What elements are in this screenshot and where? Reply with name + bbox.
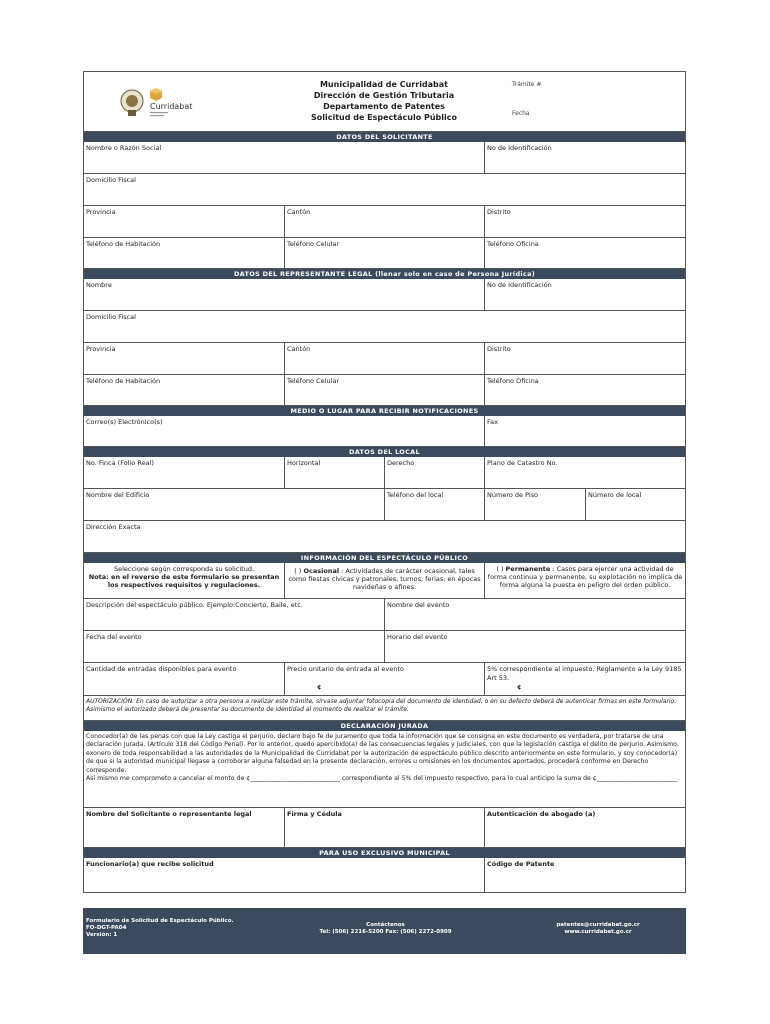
seleccione-cell [84, 563, 285, 598]
field-label: Fax [487, 418, 498, 426]
row [84, 599, 685, 631]
row [84, 489, 685, 521]
field-label: Código de Patente [487, 860, 555, 868]
field-label: Derecho [387, 459, 415, 467]
section-solicitante: DATOS DEL SOLICITANTE [84, 132, 685, 142]
row [84, 238, 685, 269]
num-local-field[interactable] [586, 489, 685, 520]
fecha-label: Fecha [512, 110, 530, 117]
field-label: Número de Piso [487, 491, 539, 499]
derecho-field[interactable] [385, 457, 485, 488]
field-label: Número de local [588, 491, 642, 499]
field-label: Dirección Exacta [86, 523, 141, 531]
row [84, 858, 685, 892]
municipality-logo [120, 81, 200, 123]
field-label: Provincia [86, 345, 116, 353]
field-label: Correo(s) Electrónico(s) [86, 418, 163, 426]
field-label: Descripción del espectáculo público. Ejemplo:Concierto, Baile, etc. [86, 601, 303, 609]
nombre-field[interactable] [84, 142, 485, 173]
precio-field[interactable] [285, 663, 485, 695]
row [84, 142, 685, 174]
field-label: Horario del evento [387, 633, 448, 641]
nombre-evento-field[interactable] [385, 599, 685, 630]
colon-symbol: ¢ [517, 683, 522, 691]
row [84, 457, 685, 489]
field-label: 5% correspondiente al impuesto. Reglamento a la Ley 9185 Art 53. [487, 665, 682, 682]
plano-field[interactable] [485, 457, 685, 488]
tel-hab-field[interactable] [84, 238, 285, 268]
row [84, 174, 685, 206]
field-label: Autenticación de abogado (a) [487, 810, 596, 818]
declaracion-paragraph: Conocedor(a) de las penas con que la Ley castiga el perjurio, declaro bajo fe de juramento que toda la información que se consigna en este documento es verdadera, por tratarse de una declaración jurada. (Artículo 318 del Código Penal). Por lo anterior, quedo apercibido(a) de las consecuencias legales y judiciales, con que la legislación castiga el delito de perjurio. Asimismo, exonero de toda responsabilidad a las autoridades de la Municipalidad de Curridabat por la autorización de espectáculo público descrito anteriormente en este formulario, y soy conocedor(a) de que si la autoridad municipal llegase a corroborar alguna falsedad en la presente declaración, errores u omisiones en los documentos aportados, procederá conforme en Derecho corresponde. [86, 733, 679, 774]
field-label: Teléfono del local [387, 491, 444, 499]
footer-contact-title: Contáctenos [366, 922, 405, 928]
field-label: No. Finca (Folio Real) [86, 459, 154, 467]
footer-left [86, 918, 234, 939]
field-label: Teléfono Oficina [487, 377, 539, 385]
ocasional-label: Ocasional [303, 567, 340, 575]
direccion-field[interactable] [84, 521, 685, 552]
abogado-field[interactable] [485, 808, 685, 847]
piso-field[interactable] [485, 489, 586, 520]
tel-cel-field[interactable] [285, 238, 485, 268]
rep-provincia-field[interactable] [84, 343, 285, 374]
autorizacion-notice: AUTORIZACIÓN: En caso de autorizar a otra persona a realizar este trámite, sírvase adjuntar fotocopia del documento de identidad, o en su defecto deberá de autenticar firmas en este formulario. Asimismo el autorizado deberá de presentar su documento de identidad al momento de realizar el trámite. [84, 696, 685, 721]
section-local: DATOS DEL LOCAL [84, 447, 685, 457]
finca-field[interactable] [84, 457, 285, 488]
permanente-checkbox[interactable]: ( ) [496, 565, 504, 573]
descripcion-field[interactable] [84, 599, 385, 630]
tel-local-field[interactable] [385, 489, 485, 520]
field-label: Funcionario(a) que recibe solicitud [86, 860, 214, 868]
edificio-field[interactable] [84, 489, 385, 520]
ocasional-checkbox[interactable]: ( ) [294, 567, 302, 575]
row [84, 563, 685, 599]
distrito-field[interactable] [485, 206, 685, 237]
rep-tel-ofi-field[interactable] [485, 375, 685, 405]
form-footer [83, 908, 686, 954]
rep-canton-field[interactable] [285, 343, 485, 374]
footer-email[interactable]: patentes@curridabat.go.cr [556, 922, 640, 928]
field-label: Fecha del evento [86, 633, 142, 641]
field-label: Teléfono Oficina [487, 240, 539, 248]
codigo-patente-field[interactable] [485, 858, 685, 892]
identificacion-field[interactable] [485, 142, 685, 173]
svg-text:Curridabat: Curridabat [150, 102, 193, 111]
section-declaracion: DECLARACIÓN JURADA [84, 721, 685, 731]
field-label: Distrito [487, 345, 511, 353]
rep-domicilio-field[interactable] [84, 311, 685, 342]
footer-form-name: Formulario de Solicitud de Espectáculo Público. [86, 918, 234, 924]
field-label: Domicilio Fiscal [86, 313, 136, 321]
header-line4: Solicitud de Espectáculo Público [310, 113, 457, 122]
row [84, 808, 685, 848]
footer-website[interactable]: www.curridabat.go.cr [564, 929, 632, 935]
field-label: Teléfono Celular [287, 240, 340, 248]
fax-field[interactable] [485, 416, 685, 446]
row [84, 311, 685, 343]
field-label: No de Identificación [487, 281, 552, 289]
field-label: Nombre o Razón Social [86, 144, 162, 152]
section-municipal: PARA USO EXCLUSIVO MUNICIPAL [84, 848, 685, 858]
horario-field[interactable] [385, 631, 685, 662]
field-label: No de Identificación [487, 144, 552, 152]
section-representante: DATOS DEL REPRESENTANTE LEGAL (llenar solo en caso de Persona Jurídica) [84, 269, 685, 279]
ocasional-option[interactable] [285, 563, 485, 598]
field-label: Firma y Cédula [287, 810, 342, 818]
row [84, 631, 685, 663]
field-label: Precio unitario de entrada al evento [287, 665, 404, 673]
field-label: Nombre del Solicitante o representante legal [86, 810, 252, 818]
field-label: Distrito [487, 208, 511, 216]
rep-tel-cel-field[interactable] [285, 375, 485, 405]
field-label: Cantón [287, 345, 311, 353]
permanente-text: : Casos para ejercer una actividad de forma continua y permanente, su explotación no implica de forma alguna la puesta en peligro del orden público. [487, 565, 683, 589]
permanente-option[interactable] [485, 563, 685, 598]
section-espectaculo: INFORMACIÓN DEL ESPECTÁCULO PÚBLICO [84, 553, 685, 563]
row [84, 663, 685, 696]
cantidad-field[interactable] [84, 663, 285, 695]
field-label: Cantidad de entradas disponibles para evento [86, 665, 237, 673]
permanente-label: Permanente [505, 565, 551, 573]
fecha-evento-field[interactable] [84, 631, 385, 662]
correo-field[interactable] [84, 416, 485, 446]
footer-right [513, 922, 683, 936]
domicilio-field[interactable] [84, 174, 685, 205]
section-notificaciones: MEDIO O LUGAR PARA RECIBIR NOTIFICACIONES [84, 406, 685, 416]
nota-text: Nota: en el reverso de este formulario se presentan los respectivos requisitos y regulaciones. [88, 573, 280, 589]
header-line2: Dirección de Gestión Tributaria [313, 91, 455, 100]
rep-tel-hab-field[interactable] [84, 375, 285, 405]
provincia-field[interactable] [84, 206, 285, 237]
rep-nombre-field[interactable] [84, 279, 485, 310]
horizontal-field[interactable] [285, 457, 385, 488]
header-line1: Municipalidad de Curridabat [319, 80, 449, 89]
row [84, 416, 685, 447]
firma-nombre-field[interactable] [84, 808, 285, 847]
row [84, 343, 685, 375]
header-titles [289, 79, 479, 123]
tel-ofi-field[interactable] [485, 238, 685, 268]
row [84, 279, 685, 311]
field-label: Teléfono de Habitación [86, 377, 161, 385]
funcionario-field[interactable] [84, 858, 485, 892]
rep-identificacion-field[interactable] [485, 279, 685, 310]
canton-field[interactable] [285, 206, 485, 237]
form [83, 71, 686, 893]
field-label: Nombre [86, 281, 112, 289]
row [84, 521, 685, 553]
declaracion-text [84, 731, 685, 808]
field-label: Cantón [287, 208, 311, 216]
field-label: Plano de Catastro No. [487, 459, 558, 467]
row [84, 206, 685, 238]
tramite-label: Trámite # [512, 81, 542, 88]
footer-form-code: FO-DGT-PA04 [86, 925, 127, 931]
seleccione-text: Seleccione según corresponda su solicitud. [113, 565, 255, 573]
field-label: Teléfono de Habitación [86, 240, 161, 248]
impuesto-field[interactable] [485, 663, 685, 695]
form-header [84, 72, 685, 132]
header-line3: Departamento de Patentes [323, 102, 445, 111]
declaracion-monto: Así mismo me comprometo a cancelar el monto de ¢_____________________________ correspondiente al 5% del impuesto respectivo, para lo cual anticipo la suma de ¢__________________________. [86, 775, 680, 783]
row [84, 375, 685, 406]
field-label: Horizontal [287, 459, 321, 467]
field-label: Provincia [86, 208, 116, 216]
footer-version: Versión: 1 [86, 932, 118, 938]
colon-symbol: ¢ [317, 683, 322, 691]
field-label: Nombre del evento [387, 601, 450, 609]
field-label: Domicilio Fiscal [86, 176, 136, 184]
field-label: Nombre del Edificio [86, 491, 150, 499]
rep-distrito-field[interactable] [485, 343, 685, 374]
ocasional-text: : Actividades de carácter ocasional, tales como fiestas cívicas y patronales, turnos, ferias, en épocas navideñas o afines. [288, 567, 481, 591]
field-label: Teléfono Celular [287, 377, 340, 385]
firma-cedula-field[interactable] [285, 808, 485, 847]
footer-center [293, 922, 478, 936]
footer-phone: Tel: (506) 2216-5200 Fax: (506) 2272-0909 [319, 929, 452, 935]
